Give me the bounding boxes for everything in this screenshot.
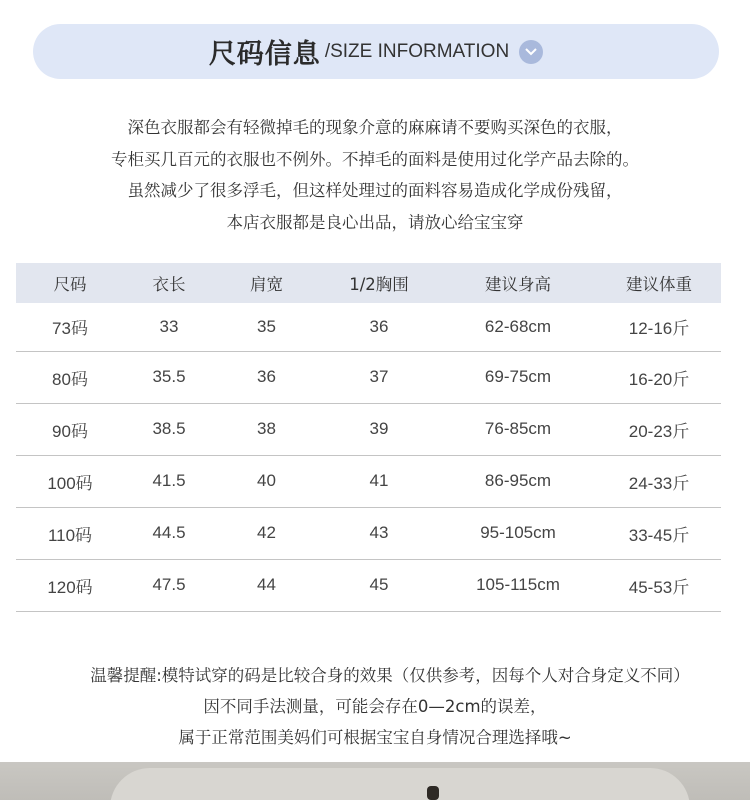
table-row (16, 303, 721, 351)
garment-button (427, 786, 439, 800)
header-title-zh: 尺码信息 (208, 39, 321, 70)
cell-weight: 12-16斤 (597, 303, 721, 351)
cell-height: 86-95cm (439, 455, 597, 507)
chevron-down-icon (519, 40, 543, 64)
size-info-header (33, 24, 719, 79)
cell-size: 80码 (16, 351, 124, 403)
notice-line: 专柜买几百元的衣服也不例外。不掉毛的面料是使用过化学产品去除的。 (111, 149, 639, 169)
cell-shoulder: 42 (214, 507, 319, 559)
cell-length: 44.5 (124, 507, 214, 559)
cell-length: 33 (124, 303, 214, 351)
cell-height: 95-105cm (439, 507, 597, 559)
cell-half-chest: 37 (319, 351, 439, 403)
tips-line: 属于正常范围美妈们可根据宝宝自身情况合理选择哦~ (178, 728, 572, 747)
size-table (16, 263, 721, 612)
notice-line: 深色衣服都会有轻微掉毛的现象介意的麻麻请不要购买深色的衣服， (127, 118, 623, 137)
cell-height: 69-75cm (439, 351, 597, 403)
cell-half-chest: 45 (319, 559, 439, 611)
cell-height: 76-85cm (439, 403, 597, 455)
cell-half-chest: 41 (319, 455, 439, 507)
table-header-row (16, 263, 721, 303)
table-row (16, 351, 721, 403)
cell-size: 90码 (16, 403, 124, 455)
tips-line: 因不同手法测量，可能会存在0—2cm的误差， (203, 697, 547, 716)
dark-clothing-notice (0, 112, 750, 238)
cell-size: 110码 (16, 507, 124, 559)
cell-half-chest: 39 (319, 403, 439, 455)
cell-shoulder: 40 (214, 455, 319, 507)
table-row (16, 507, 721, 559)
header-title-en: /SIZE INFORMATION (324, 40, 510, 62)
cell-size: 120码 (16, 559, 124, 611)
cell-height: 62-68cm (439, 303, 597, 351)
cell-shoulder: 38 (214, 403, 319, 455)
col-header-weight: 建议体重 (597, 263, 721, 303)
measurement-tips (0, 660, 750, 753)
cell-weight: 16-20斤 (597, 351, 721, 403)
cell-shoulder: 44 (214, 559, 319, 611)
cell-half-chest: 43 (319, 507, 439, 559)
col-header-height: 建议身高 (439, 263, 597, 303)
cell-weight: 20-23斤 (597, 403, 721, 455)
cell-length: 38.5 (124, 403, 214, 455)
cell-size: 100码 (16, 455, 124, 507)
col-header-half-chest: 1/2胸围 (319, 263, 439, 303)
notice-line: 虽然减少了很多浮毛，但这样处理过的面料容易造成化学成份残留， (127, 181, 623, 200)
cell-weight: 24-33斤 (597, 455, 721, 507)
product-photo (0, 762, 750, 800)
cell-size: 73码 (16, 303, 124, 351)
col-header-length: 衣长 (124, 263, 214, 303)
table-row (16, 403, 721, 455)
table-row (16, 559, 721, 611)
cell-weight: 33-45斤 (597, 507, 721, 559)
cell-length: 41.5 (124, 455, 214, 507)
cell-shoulder: 35 (214, 303, 319, 351)
cell-length: 35.5 (124, 351, 214, 403)
cell-height: 105-115cm (439, 559, 597, 611)
col-header-size: 尺码 (16, 263, 124, 303)
table-row (16, 455, 721, 507)
col-header-shoulder: 肩宽 (214, 263, 319, 303)
tips-line: 温馨提醒:模特试穿的码是比较合身的效果（仅供参考，因每个人对合身定义不同） (90, 666, 690, 685)
notice-line: 本店衣服都是良心出品，请放心给宝宝穿 (226, 212, 524, 232)
cell-weight: 45-53斤 (597, 559, 721, 611)
cell-shoulder: 36 (214, 351, 319, 403)
fabric-shape (110, 768, 690, 800)
cell-length: 47.5 (124, 559, 214, 611)
cell-half-chest: 36 (319, 303, 439, 351)
